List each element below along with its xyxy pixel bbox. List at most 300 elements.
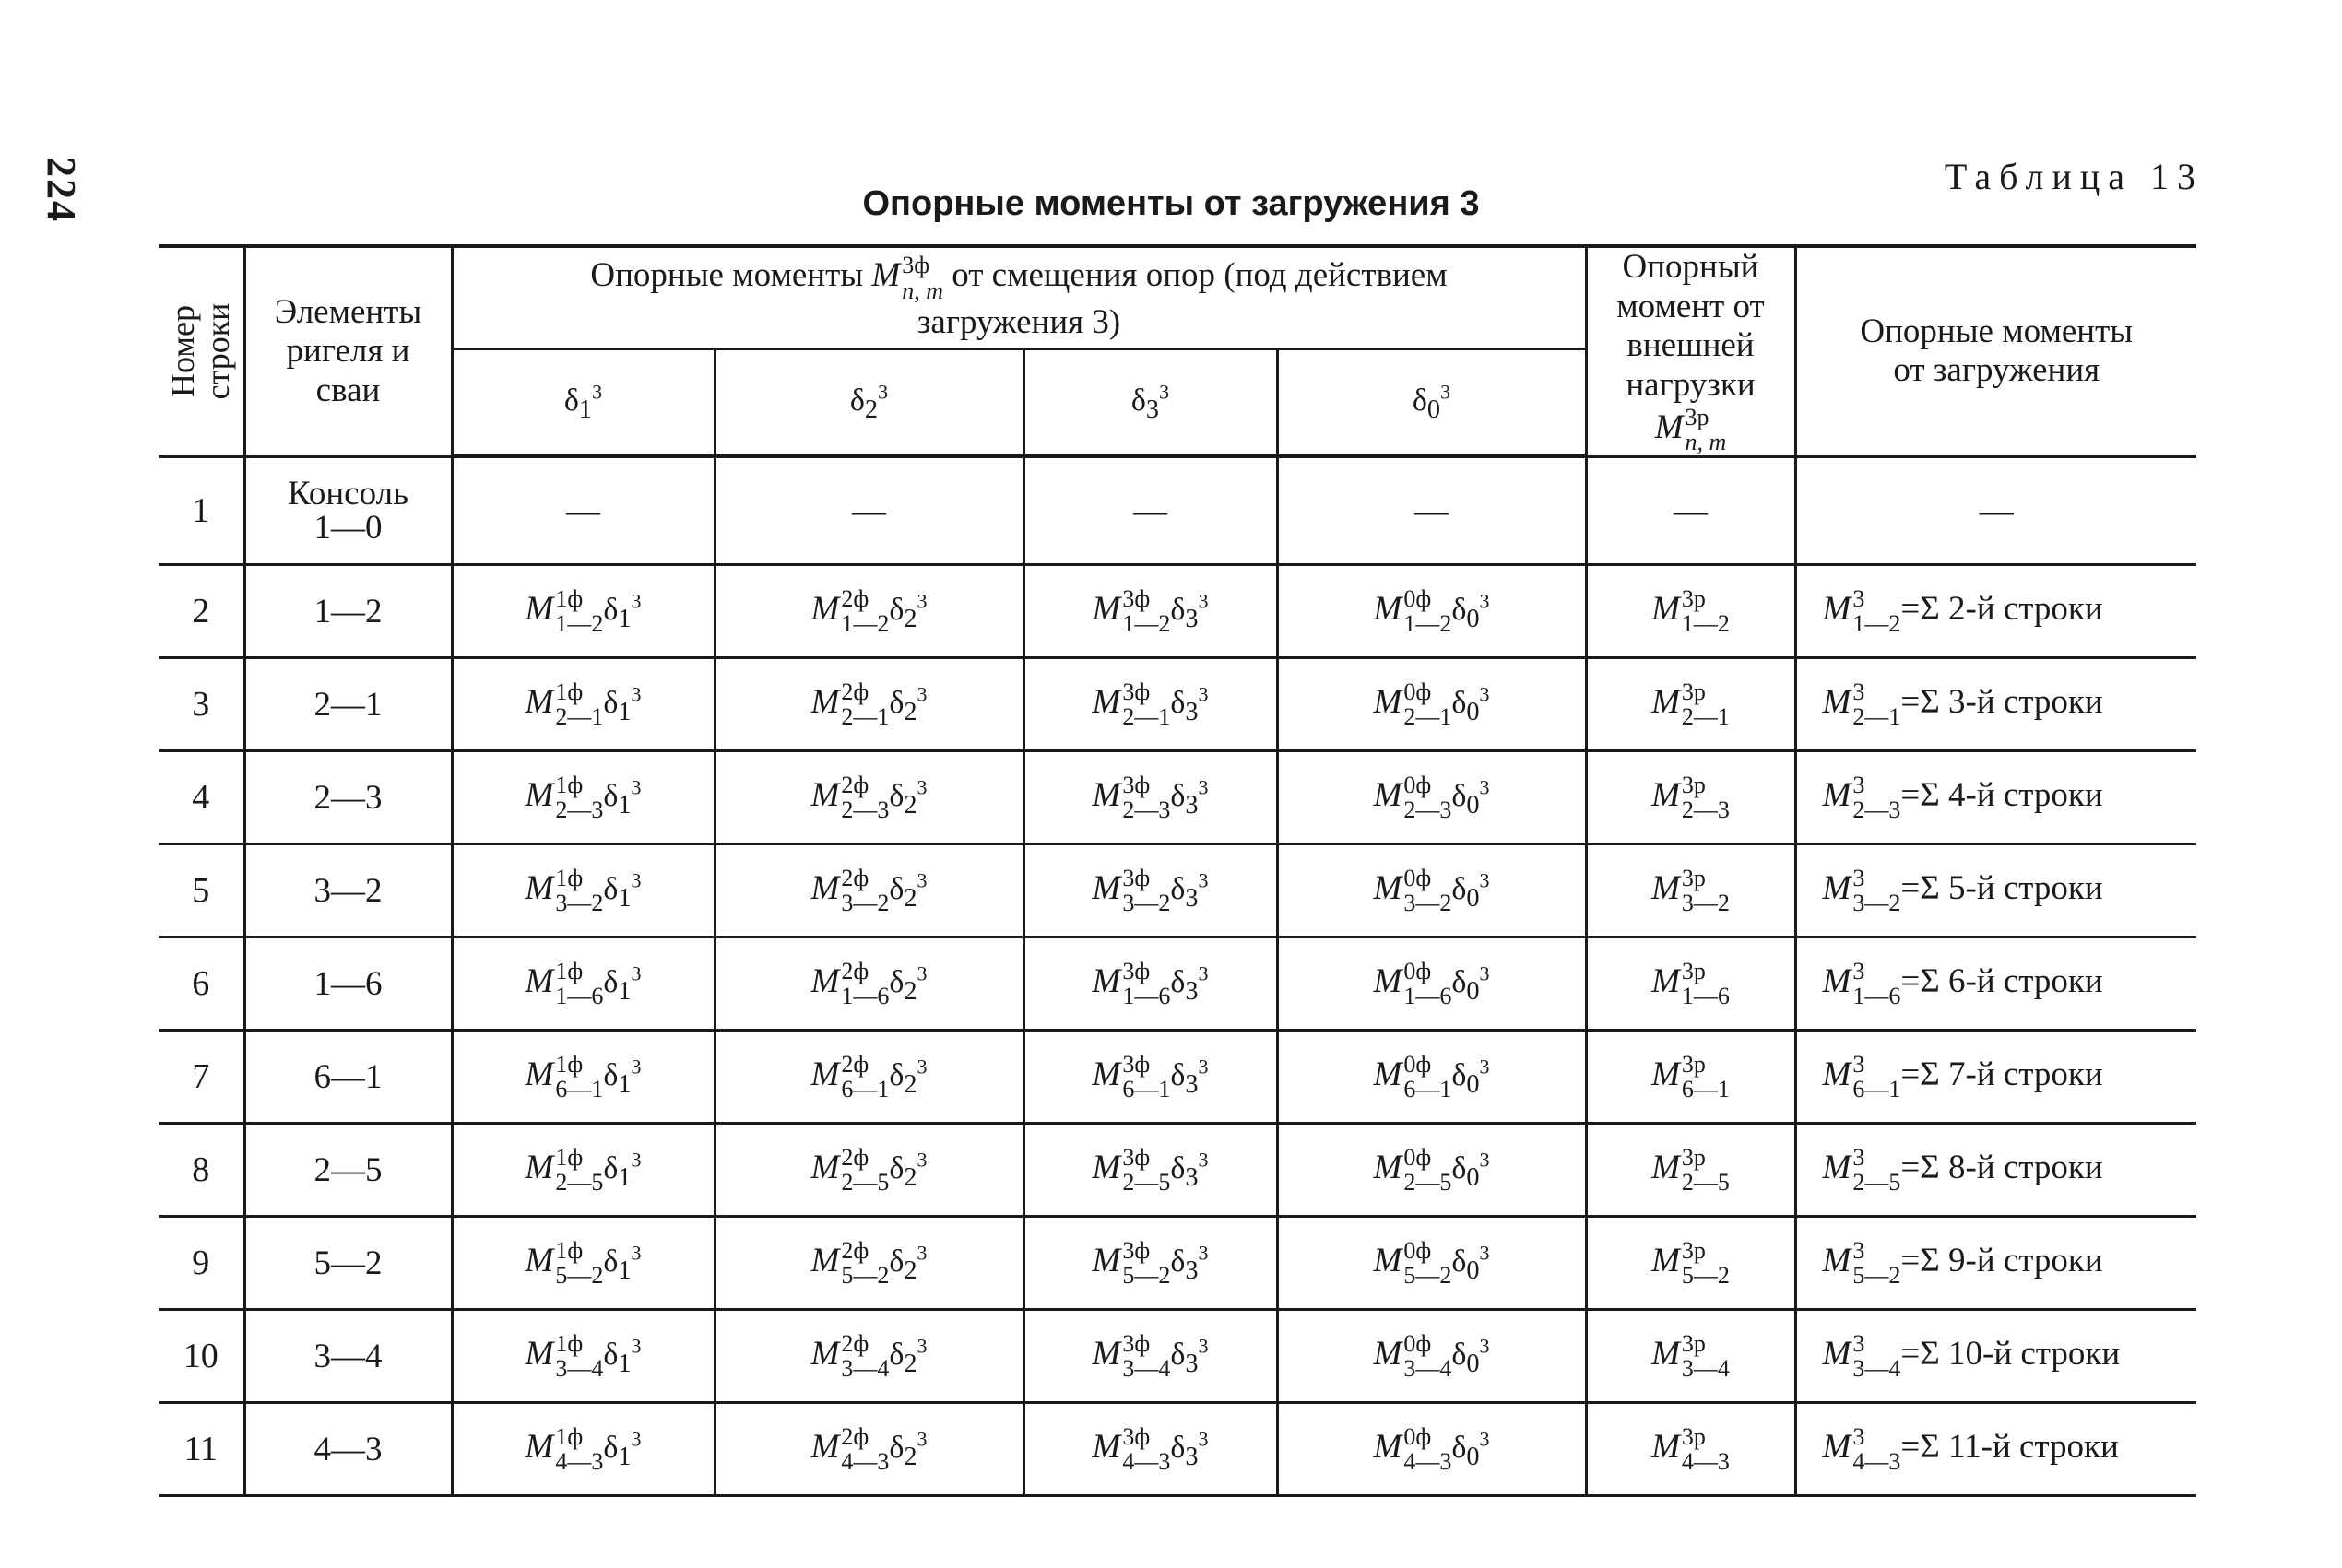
superscript: 3р [1681, 678, 1706, 705]
superscript: 3р [1681, 584, 1706, 612]
subscript: 3—4 [1403, 1355, 1452, 1383]
sup-sub [1403, 1424, 1451, 1475]
line-reference: 4-й строки [1948, 775, 2103, 814]
delta-subscript: 3 [1185, 1349, 1199, 1378]
subscript: 1—2 [555, 610, 604, 638]
subscript: 1—6 [1403, 983, 1452, 1010]
moment-cell [452, 1310, 715, 1403]
subscript: 2—1 [1403, 703, 1452, 731]
delta-subscript: 3 [1185, 697, 1199, 726]
external-moment-cell [1586, 565, 1795, 658]
moment-symbol: M [525, 961, 554, 1000]
subscript: 3—2 [1122, 890, 1171, 917]
moment-cell [1277, 1031, 1586, 1124]
delta-power: 3 [1198, 868, 1209, 892]
superscript: 3р [1681, 1329, 1706, 1357]
moment-symbol: M [810, 868, 840, 907]
moment-symbol: M [1822, 1055, 1851, 1093]
delta-subscript: 2 [904, 883, 917, 913]
superscript: 3ф [1122, 1422, 1151, 1450]
element-label: 2—1 [313, 685, 383, 724]
subscript: 5—2 [841, 1262, 890, 1290]
moment-symbol: M [1092, 1241, 1121, 1279]
delta-subscript: 0 [1466, 1256, 1480, 1285]
subscript: 3—4 [1852, 1355, 1901, 1383]
moment-symbol: M [1373, 775, 1402, 814]
delta-power: 3 [631, 1055, 642, 1079]
total-moment-cell [1795, 1031, 2196, 1124]
delta-subscript: 1 [618, 883, 632, 913]
delta-symbol: $\delta_0^3$ [1451, 775, 1490, 819]
superscript: 1ф [555, 584, 584, 612]
superscript: 3ф [1122, 957, 1151, 984]
row-number: 1 [159, 456, 244, 565]
delta-symbol: $\delta_1^3$ [603, 1334, 642, 1378]
total-moment-cell [1795, 1124, 2196, 1217]
moment-cell [452, 565, 715, 658]
delta-symbol: $\delta_0^3$ [1451, 1427, 1490, 1471]
moment-cell [1023, 565, 1277, 658]
delta-power: 3 [631, 1241, 642, 1265]
moment-symbol: M [810, 1241, 840, 1279]
subscript: 5—2 [1852, 1262, 1901, 1290]
sup-sub [1122, 586, 1170, 637]
sum-sign: Σ [1920, 1148, 1940, 1186]
subscript: 2—5 [1403, 1169, 1452, 1197]
moment-symbol: M [1651, 1055, 1680, 1093]
superscript: 3 [1852, 678, 1865, 705]
delta-subscript: 3 [1185, 790, 1199, 819]
moment-cell [715, 1124, 1023, 1217]
subscript: 2—3 [1852, 796, 1901, 824]
moment-symbol: M [1651, 1148, 1680, 1186]
row-number: 2 [159, 565, 244, 658]
header-row-number: Номер строки [159, 246, 244, 456]
table-row [159, 1031, 2196, 1124]
superscript: 2ф [841, 864, 869, 891]
sum-sign: Σ [1920, 1334, 1940, 1373]
sup-sub [1403, 866, 1451, 916]
superscript: 2ф [841, 678, 869, 705]
moment-symbol: M [1822, 589, 1851, 628]
moment-cell [452, 751, 715, 844]
total-moment-cell [1795, 1217, 2196, 1310]
moment-symbol: M [1822, 775, 1851, 814]
moment-cell [715, 565, 1023, 658]
superscript: 3ф [1122, 1050, 1151, 1078]
sup-sub [841, 1052, 889, 1102]
delta-subscript: 3 [1185, 1256, 1199, 1285]
delta-power: 3 [1479, 682, 1490, 706]
subscript: 2—5 [1122, 1169, 1171, 1197]
delta-symbol: $\delta_2^3$ [889, 868, 928, 913]
delta-subscript: 0 [1466, 1349, 1480, 1378]
moment-symbol: M [525, 775, 554, 814]
table-row [159, 844, 2196, 937]
total-moment-cell [1795, 1403, 2196, 1496]
moment-cell [452, 1217, 715, 1310]
delta-subscript: 1 [618, 790, 632, 819]
delta-power: 3 [631, 868, 642, 892]
subscript: 1—6 [1852, 983, 1901, 1010]
moment-symbol: M [1092, 589, 1121, 628]
moment-symbol: M [1651, 682, 1680, 721]
sup-sub [1403, 1052, 1451, 1102]
moment-cell [715, 1403, 1023, 1496]
element-label: 3—4 [313, 1337, 383, 1375]
delta-symbol: $\delta_0^3$ [1451, 1241, 1490, 1285]
moment-symbol: M [1822, 961, 1851, 1000]
moment-cell [1023, 844, 1277, 937]
moment-cell [1277, 1124, 1586, 1217]
subscript: 6—1 [841, 1076, 890, 1103]
delta-power: 3 [631, 1148, 642, 1172]
sum-sign: Σ [1920, 961, 1940, 1000]
moment-symbol: M [1651, 1334, 1680, 1373]
superscript: 0ф [1403, 1143, 1432, 1171]
delta-symbol: $\delta_3^3$ [1170, 1055, 1209, 1099]
delta-power: 3 [631, 589, 642, 613]
superscript: 0ф [1403, 957, 1432, 984]
superscript: 3 [1852, 584, 1865, 612]
element-label: 2—3 [313, 778, 383, 817]
table-row [159, 565, 2196, 658]
subscript: 2—3 [1681, 796, 1730, 824]
delta-power: 3 [1479, 1055, 1490, 1079]
moment-cell [1277, 565, 1586, 658]
superscript: 3 [1852, 1050, 1865, 1078]
total-moment-cell [1795, 937, 2196, 1031]
subscript: 2—5 [555, 1169, 604, 1197]
delta-power: 3 [1479, 1241, 1490, 1265]
delta-power: 3 [917, 682, 928, 706]
sup-sub [1852, 1145, 1900, 1196]
sum-sign: Σ [1920, 868, 1940, 907]
moment-symbol: M [525, 1427, 554, 1466]
delta-subscript: 1 [618, 1442, 632, 1471]
row-element [244, 1310, 452, 1403]
superscript: 3ф [1122, 1236, 1151, 1264]
sup-sub [1682, 1331, 1730, 1382]
total-moment-cell [1795, 844, 2196, 937]
subscript: 4—3 [1681, 1448, 1730, 1476]
superscript: 3 [1852, 864, 1865, 891]
sup-sub [1122, 1052, 1170, 1102]
element-label: 5—2 [313, 1244, 383, 1282]
subscript: 4—3 [555, 1448, 604, 1476]
moment-cell [1023, 1217, 1277, 1310]
delta-symbol: $\delta_1^3$ [603, 868, 642, 913]
moment-symbol: M [1651, 589, 1680, 628]
line-reference: 10-й строки [1948, 1334, 2121, 1373]
delta-symbol: $\delta_3^3$ [1170, 1241, 1209, 1285]
delta-power: 3 [1198, 1334, 1209, 1358]
delta-subscript: 1 [618, 1069, 632, 1099]
delta-power: 3 [1198, 1148, 1209, 1172]
delta-symbol: $\delta_0^3$ [1451, 868, 1490, 913]
row-element [244, 565, 452, 658]
equals-sign: = [1900, 1055, 1921, 1093]
moment-symbol: M [1822, 868, 1851, 907]
total-moment-cell [1795, 751, 2196, 844]
row-element [244, 1031, 452, 1124]
moment-symbol: M [1651, 1241, 1680, 1279]
superscript: 3р [1681, 864, 1706, 891]
delta-subscript: 3 [1185, 604, 1199, 633]
subscript: 5—2 [1122, 1262, 1171, 1290]
subscript: 4—3 [1403, 1448, 1452, 1476]
superscript: 3р [1681, 1236, 1706, 1264]
sup-sub [1852, 1424, 1900, 1475]
superscript: 2ф [841, 1422, 869, 1450]
row-element [244, 937, 452, 1031]
delta-subscript: 3 [1185, 1442, 1199, 1471]
subscript: 3—4 [841, 1355, 890, 1383]
moment-cell [1277, 1403, 1586, 1496]
delta-symbol: $\delta_1^3$ [603, 1241, 642, 1285]
superscript: 2ф [841, 771, 869, 798]
dash-cell: — [1023, 456, 1277, 565]
delta-symbol: $\delta_3^3$ [1170, 868, 1209, 913]
superscript: 2ф [841, 1143, 869, 1171]
superscript: 1ф [555, 1422, 584, 1450]
delta-subscript: 0 [1466, 976, 1480, 1006]
moment-cell [1023, 1403, 1277, 1496]
delta-symbol: $\delta_3^3$ [1170, 775, 1209, 819]
row-number: 9 [159, 1217, 244, 1310]
delta-power: 3 [1198, 1055, 1209, 1079]
table-label: Таблица 13 [1944, 156, 2204, 197]
moment-symbol: M [1373, 682, 1402, 721]
subscript: 3—4 [1122, 1355, 1171, 1383]
total-moment-cell [1795, 658, 2196, 751]
sup-sub [1122, 1331, 1170, 1382]
moment-symbol: M [525, 868, 554, 907]
sup-sub [1122, 772, 1170, 823]
moment-symbol: M [810, 682, 840, 721]
delta-power: 3 [917, 1427, 928, 1451]
delta-power: 3 [1479, 775, 1490, 799]
table-row [159, 937, 2196, 1031]
delta-power: 3 [917, 1148, 928, 1172]
delta-power: 3 [631, 682, 642, 706]
page-number: 224 [39, 157, 84, 223]
element-label: 3—2 [313, 871, 383, 910]
moment-symbol: M [1651, 868, 1680, 907]
delta-subscript: 3 [1185, 1069, 1199, 1099]
external-moment-cell [1586, 751, 1795, 844]
moment-cell [715, 1310, 1023, 1403]
subscript: 3—2 [1403, 890, 1452, 917]
moment-symbol: M [1092, 1334, 1121, 1373]
moment-symbol: M [1822, 1427, 1851, 1466]
moment-symbol: M [1822, 1241, 1851, 1279]
subscript: 2—1 [841, 703, 890, 731]
sup-sub [841, 586, 889, 637]
row-element [244, 844, 452, 937]
superscript: 2ф [841, 957, 869, 984]
moment-symbol: M [1092, 1148, 1121, 1186]
delta-subscript: 0 [1466, 883, 1480, 913]
subscript: 6—1 [1852, 1076, 1901, 1103]
subscript: 3—2 [841, 890, 890, 917]
sup-sub [1122, 679, 1170, 730]
superscript: 1ф [555, 864, 584, 891]
delta-symbol: $\delta_1^3$ [603, 1055, 642, 1099]
moment-cell [1277, 751, 1586, 844]
delta-subscript: 1 [618, 1162, 632, 1192]
superscript: 3ф [1122, 678, 1151, 705]
subscript: 1—6 [841, 983, 890, 1010]
sup-sub [555, 959, 603, 1009]
moment-cell [1023, 1031, 1277, 1124]
sup-sub [1403, 586, 1451, 637]
sup-sub [1403, 1331, 1451, 1382]
line-reference: 9-й строки [1948, 1241, 2103, 1279]
moment-cell [452, 1124, 715, 1217]
moment-cell [1023, 658, 1277, 751]
moment-symbol: M [1092, 961, 1121, 1000]
superscript: 3р [1681, 1143, 1706, 1171]
delta-symbol: $\delta_0^3$ [1451, 1148, 1490, 1192]
sup-sub [1122, 866, 1170, 916]
superscript: 1ф [555, 1050, 584, 1078]
superscript: 0ф [1403, 678, 1432, 705]
header-delta-3: $\delta_3^3$ [1023, 348, 1277, 456]
sup-sub [1403, 1238, 1451, 1289]
moment-symbol: M [1822, 682, 1851, 721]
superscript: 3 [1852, 1236, 1865, 1264]
delta-power: 3 [1198, 961, 1209, 985]
row-number: 7 [159, 1031, 244, 1124]
moment-symbol: M [1092, 1427, 1121, 1466]
delta-symbol: $\delta_2^3$ [889, 589, 928, 633]
external-moment-cell [1586, 1310, 1795, 1403]
delta-subscript: 2 [904, 1069, 917, 1099]
subscript: 2—5 [1852, 1169, 1901, 1197]
superscript: 3 [1852, 957, 1865, 984]
line-reference: 3-й строки [1948, 682, 2103, 721]
subscript: 6—1 [1403, 1076, 1452, 1103]
delta-symbol: $\delta_0^3$ [1451, 961, 1490, 1006]
moment-symbol: M [810, 589, 840, 628]
line-reference: 2-й строки [1948, 589, 2103, 628]
superscript: 1ф [555, 957, 584, 984]
line-reference: 6-й строки [1948, 961, 2103, 1000]
delta-symbol: $\delta_3^3$ [1170, 1427, 1209, 1471]
sup-sub [555, 1145, 603, 1196]
moment-cell [452, 1403, 715, 1496]
sup-sub [841, 1424, 889, 1475]
moment-cell [715, 1031, 1023, 1124]
delta-subscript: 0 [1466, 1069, 1480, 1099]
superscript: 2ф [841, 1329, 869, 1357]
sup-sub [1403, 772, 1451, 823]
moment-symbol: M [810, 1427, 840, 1466]
moment-cell [1277, 1310, 1586, 1403]
delta-subscript: 0 [1466, 604, 1480, 633]
table-row [159, 1310, 2196, 1403]
superscript: 0ф [1403, 1236, 1432, 1264]
sup-sub [841, 1145, 889, 1196]
superscript: 0ф [1403, 1050, 1432, 1078]
table-row [159, 1403, 2196, 1496]
sup-sub [555, 1331, 603, 1382]
moment-cell [452, 658, 715, 751]
row-element [244, 1217, 452, 1310]
element-label: 4—3 [313, 1430, 383, 1468]
superscript: 3ф [1122, 1329, 1151, 1357]
subscript: 1—2 [1122, 610, 1171, 638]
sup-sub [555, 1052, 603, 1102]
delta-power: 3 [1479, 1148, 1490, 1172]
moment-cell [715, 751, 1023, 844]
sup-sub [1122, 1145, 1170, 1196]
moment-symbol: M [1373, 589, 1402, 628]
delta-symbol: $\delta_2^3$ [889, 1241, 928, 1285]
delta-symbol: $\delta_3^3$ [1170, 961, 1209, 1006]
superscript: 0ф [1403, 864, 1432, 891]
delta-power: 3 [1479, 961, 1490, 985]
moment-symbol: M [1651, 1427, 1680, 1466]
sup-sub [1403, 959, 1451, 1009]
row-number: 8 [159, 1124, 244, 1217]
subscript: 5—2 [1403, 1262, 1452, 1290]
delta-power: 3 [1479, 868, 1490, 892]
sup-sub [1682, 772, 1730, 823]
subscript: 1—2 [841, 610, 890, 638]
delta-power: 3 [917, 1241, 928, 1265]
moment-symbol: M [810, 1055, 840, 1093]
superscript: 1ф [555, 1329, 584, 1357]
delta-power: 3 [631, 1427, 642, 1451]
moment-symbol: M [1651, 775, 1680, 814]
moment-symbol: M [1092, 1055, 1121, 1093]
subscript: 1—6 [555, 983, 604, 1010]
delta-symbol: $\delta_1^3$ [603, 589, 642, 633]
superscript: 3ф [1122, 864, 1151, 891]
table-row [159, 658, 2196, 751]
sup-sub [1403, 1145, 1451, 1196]
delta-subscript: 0 [1466, 697, 1480, 726]
external-moment-cell [1586, 937, 1795, 1031]
moment-symbol: M [1373, 1055, 1402, 1093]
sup-sub [1682, 1052, 1730, 1102]
sup-sub [1852, 586, 1900, 637]
moment-symbol: M [1092, 682, 1121, 721]
row-number: 4 [159, 751, 244, 844]
superscript: 3 [1852, 771, 1865, 798]
sup-sub [841, 1331, 889, 1382]
delta-symbol: $\delta_2^3$ [889, 1055, 928, 1099]
sum-sign: Σ [1920, 775, 1940, 814]
subscript: 2—1 [1122, 703, 1171, 731]
line-reference: 5-й строки [1948, 868, 2103, 907]
moment-symbol: M [1373, 1241, 1402, 1279]
sup-sub [1682, 1238, 1730, 1289]
subscript: 2—1 [1681, 703, 1730, 731]
subscript: 1—2 [1681, 610, 1730, 638]
equals-sign: = [1900, 1148, 1921, 1186]
table-row [159, 1124, 2196, 1217]
moment-symbol: M [810, 961, 840, 1000]
sup-sub [555, 866, 603, 916]
sup-sub [1682, 866, 1730, 916]
delta-subscript: 2 [904, 604, 917, 633]
delta-power: 3 [1479, 1427, 1490, 1451]
row-number: 10 [159, 1310, 244, 1403]
subscript: 4—3 [1852, 1448, 1901, 1476]
